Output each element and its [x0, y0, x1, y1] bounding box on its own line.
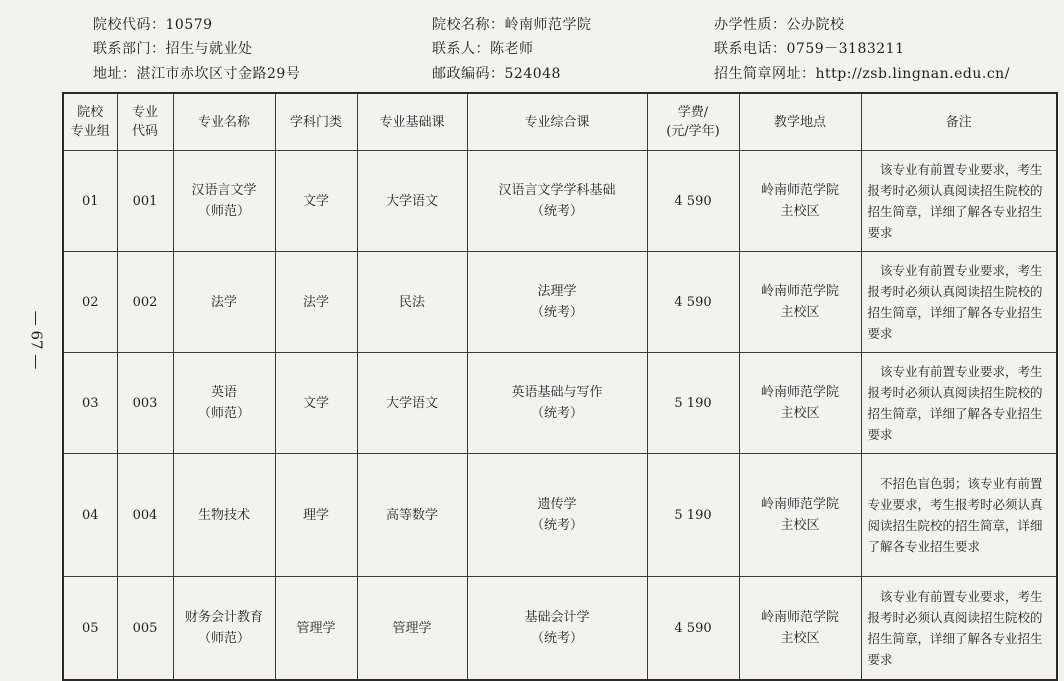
cell-code: 005: [117, 577, 173, 681]
contact-person: [432, 40, 534, 58]
col-header-category: 学科门类: [275, 93, 357, 151]
cell-fee: 5 190: [647, 454, 739, 577]
cell-fee: 5 190: [647, 353, 739, 454]
postal-code: [432, 65, 561, 83]
cell-fee: 4 590: [647, 577, 739, 681]
cell-location: [739, 252, 861, 353]
cell-comprehensive-course: [467, 353, 647, 454]
school-info-header: [0, 0, 1064, 92]
cell-category: 文学: [275, 151, 357, 252]
cell-basic-course: 大学语文: [357, 151, 467, 252]
page-number: [22, 300, 50, 380]
cell-name-line1: 英语: [210, 385, 237, 400]
page-number-text: — 67 —: [27, 310, 45, 370]
cell-name: [173, 454, 275, 577]
school-name-value: 岭南师范学院: [504, 17, 592, 33]
cell-location: [739, 577, 861, 681]
table-row: [63, 151, 1057, 252]
col-header-comprehensive-course: 专业综合课: [467, 93, 647, 151]
cell-group: 01: [63, 151, 117, 252]
col-header-fee: [647, 93, 739, 151]
contact-dept-label: 联系部门：: [93, 41, 166, 57]
cell-name-line1: 汉语言文学: [191, 183, 257, 198]
table-row: [63, 353, 1057, 454]
cell-location-line2: 主校区: [780, 406, 820, 421]
cell-location-line1: 岭南师范学院: [760, 610, 839, 625]
col-header-code-line2: 代码: [131, 124, 158, 139]
cell-code: 001: [117, 151, 173, 252]
admission-website: [714, 65, 1010, 83]
cell-name: [173, 577, 275, 681]
cell-location-line2: 主校区: [780, 631, 820, 646]
cell-location-line2: 主校区: [780, 305, 820, 320]
school-code-value: 10579: [165, 17, 213, 33]
contact-person-label: 联系人：: [432, 41, 490, 57]
cell-category: 文学: [275, 353, 357, 454]
cell-location: [739, 353, 861, 454]
contact-person-value: 陈老师: [490, 41, 534, 57]
cell-location: [739, 151, 861, 252]
cell-category: 管理学: [275, 577, 357, 681]
cell-remark: 该专业有前置专业要求，考生报考时必须认真阅读招生院校的招生简章，详细了解各专业招生要求: [861, 252, 1057, 353]
contact-dept: [93, 40, 253, 58]
cell-location-line1: 岭南师范学院: [760, 284, 839, 299]
cell-code: 004: [117, 454, 173, 577]
cell-comp-line2: （统考）: [530, 518, 583, 533]
contact-phone-value: 0759－3183211: [786, 41, 905, 57]
cell-comp-line1: 汉语言文学学科基础: [498, 183, 616, 198]
table-row: [63, 577, 1057, 681]
cell-location-line2: 主校区: [780, 518, 820, 533]
cell-comprehensive-course: [467, 151, 647, 252]
cell-comp-line2: （统考）: [530, 631, 583, 646]
school-code: [93, 16, 213, 34]
cell-location-line1: 岭南师范学院: [760, 183, 839, 198]
postal-code-label: 邮政编码：: [432, 66, 505, 82]
cell-basic-course: 民法: [357, 252, 467, 353]
cell-remark: 不招色盲色弱；该专业有前置专业要求，考生报考时必须认真阅读招生院校的招生简章，详细了解各专业招生要求: [861, 454, 1057, 577]
cell-remark: 该专业有前置专业要求，考生报考时必须认真阅读招生院校的招生简章，详细了解各专业招生要求: [861, 151, 1057, 252]
cell-name-line1: 财务会计教育: [184, 610, 263, 625]
cell-comp-line1: 英语基础与写作: [511, 385, 603, 400]
cell-comp-line1: 遗传学: [537, 497, 577, 512]
col-header-code: [117, 93, 173, 151]
cell-name-line2: （师范）: [197, 631, 250, 646]
cell-category: 理学: [275, 454, 357, 577]
school-address-value: 湛江市赤坎区寸金路29号: [136, 66, 301, 82]
school-nature-value: 公办院校: [786, 17, 845, 33]
table-header-row: [63, 93, 1057, 151]
school-name-label: 院校名称：: [432, 17, 505, 33]
cell-basic-course: 高等数学: [357, 454, 467, 577]
cell-group: 02: [63, 252, 117, 353]
cell-code: 002: [117, 252, 173, 353]
postal-code-value: 524048: [504, 66, 561, 82]
admission-website-label: 招生简章网址：: [714, 66, 816, 82]
cell-name: [173, 252, 275, 353]
school-nature-label: 办学性质：: [714, 17, 787, 33]
cell-comprehensive-course: [467, 454, 647, 577]
cell-name-line1: 法学: [210, 294, 237, 310]
cell-location-line1: 岭南师范学院: [760, 497, 839, 512]
cell-group: 03: [63, 353, 117, 454]
cell-code: 003: [117, 353, 173, 454]
cell-remark: 该专业有前置专业要求，考生报考时必须认真阅读招生院校的招生简章，详细了解各专业招生要求: [861, 353, 1057, 454]
cell-comp-line1: 法理学: [537, 284, 577, 299]
school-name: [432, 16, 592, 34]
cell-location-line2: 主校区: [780, 204, 820, 219]
col-header-basic-course: 专业基础课: [357, 93, 467, 151]
col-header-group: [63, 93, 117, 151]
contact-phone-label: 联系电话：: [714, 41, 787, 57]
cell-name: [173, 151, 275, 252]
col-header-fee-line1: 学费/: [677, 105, 709, 120]
cell-fee: 4 590: [647, 252, 739, 353]
school-address: [93, 65, 300, 83]
contact-phone: [714, 40, 904, 58]
cell-group: 05: [63, 577, 117, 681]
cell-name-line1: 生物技术: [197, 507, 250, 523]
cell-basic-course: 管理学: [357, 577, 467, 681]
cell-comp-line2: （统考）: [530, 305, 583, 320]
cell-comp-line2: （统考）: [530, 406, 583, 421]
col-header-group-line2: 专业组: [70, 124, 110, 139]
cell-location: [739, 454, 861, 577]
cell-name-line2: （师范）: [197, 204, 250, 219]
cell-comprehensive-course: [467, 577, 647, 681]
program-table: [62, 92, 1058, 681]
col-header-remark: 备注: [861, 93, 1057, 151]
col-header-code-line1: 专业: [131, 105, 158, 120]
cell-remark: 该专业有前置专业要求，考生报考时必须认真阅读招生院校的招生简章，详细了解各专业招生要求: [861, 577, 1057, 681]
school-address-label: 地址：: [93, 66, 137, 82]
cell-category: 法学: [275, 252, 357, 353]
cell-name-line2: （师范）: [197, 406, 250, 421]
table-row: [63, 252, 1057, 353]
cell-comp-line1: 基础会计学: [524, 610, 590, 625]
col-header-name: 专业名称: [173, 93, 275, 151]
col-header-fee-line2: (元/学年): [666, 124, 720, 139]
cell-name: [173, 353, 275, 454]
cell-group: 04: [63, 454, 117, 577]
contact-dept-value: 招生与就业处: [165, 41, 253, 57]
cell-location-line1: 岭南师范学院: [760, 385, 839, 400]
table-row: [63, 454, 1057, 577]
cell-comprehensive-course: [467, 252, 647, 353]
cell-fee: 4 590: [647, 151, 739, 252]
cell-basic-course: 大学语文: [357, 353, 467, 454]
col-header-location: 教学地点: [739, 93, 861, 151]
school-code-label: 院校代码：: [93, 17, 166, 33]
admission-website-value: http://zsb.lingnan.edu.cn/: [815, 66, 1010, 82]
col-header-group-line1: 院校: [77, 105, 104, 120]
cell-comp-line2: （统考）: [530, 204, 583, 219]
school-nature: [714, 16, 845, 34]
